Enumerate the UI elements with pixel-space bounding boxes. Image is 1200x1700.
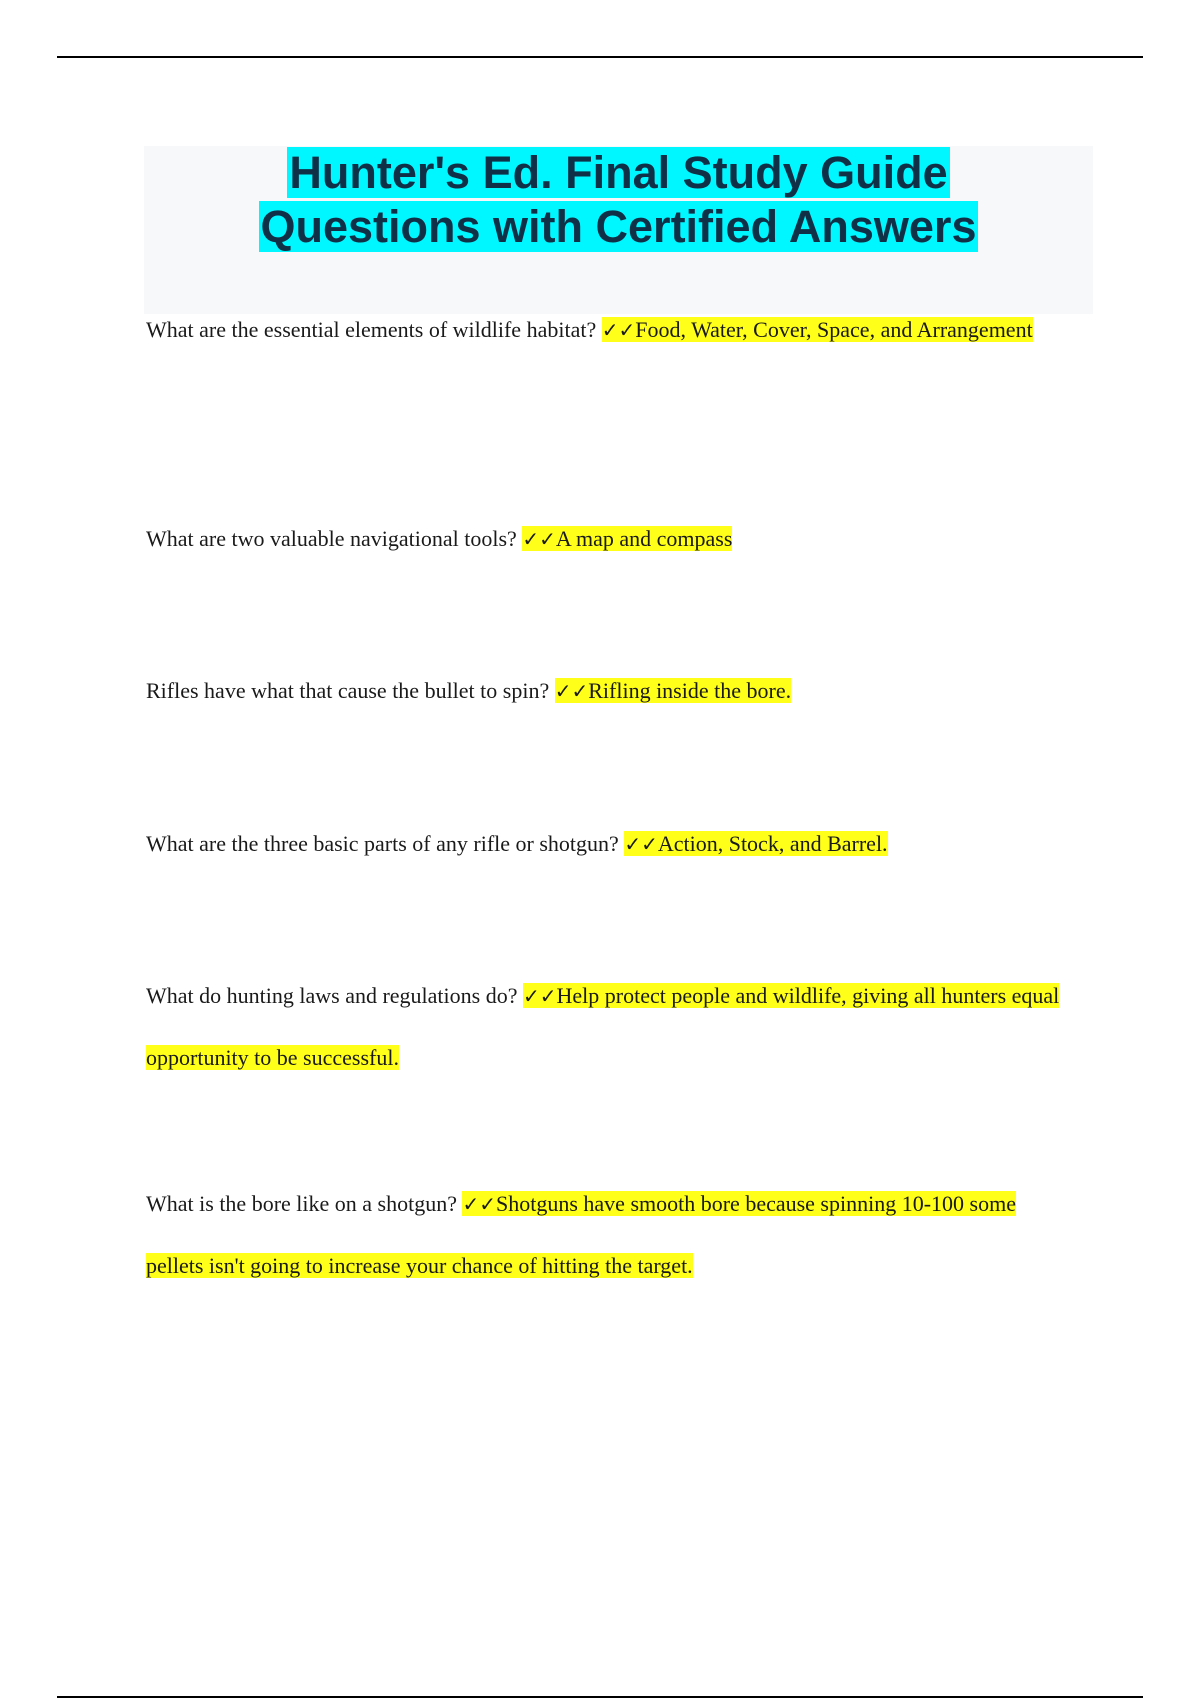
- answer-text-block: [624, 831, 887, 856]
- top-rule: [57, 56, 1143, 58]
- answer-text: Action, Stock, and Barrel.: [657, 831, 888, 856]
- answer-text: A map and compass: [555, 526, 733, 551]
- double-check-icon: ✓✓: [522, 527, 556, 551]
- answer-text: Rifling inside the bore.: [588, 678, 792, 703]
- title-line-2: Questions with Certified Answers: [260, 201, 977, 252]
- question-text: What are two valuable navigational tools?: [146, 526, 517, 551]
- qa-item: [146, 1173, 1076, 1296]
- qa-item: [146, 660, 1076, 722]
- double-check-icon: ✓✓: [601, 318, 636, 342]
- double-check-icon: ✓✓: [554, 679, 589, 703]
- question-text: What are the three basic parts of any rifle or shotgun?: [146, 831, 619, 856]
- double-check-icon: ✓✓: [522, 984, 557, 1008]
- answer-text: Help protect people and wildlife, giving all hunters equal opportunity to be successful.: [146, 983, 1060, 1070]
- answer-text-block: [602, 317, 1033, 342]
- double-check-icon: ✓✓: [624, 832, 658, 856]
- bottom-rule: [57, 1696, 1143, 1698]
- double-check-icon: ✓✓: [462, 1192, 496, 1216]
- question-text: What do hunting laws and regulations do?: [146, 983, 518, 1008]
- qa-item: [146, 508, 1076, 570]
- question-text: What are the essential elements of wildlife habitat?: [146, 317, 597, 342]
- qa-item: [146, 299, 1076, 361]
- answer-text: Shotguns have smooth bore because spinning 10-100 some pellets isn't going to increase your chance of hitting the target.: [146, 1191, 1016, 1278]
- title-panel: [144, 146, 1093, 314]
- answer-text: Food, Water, Cover, Space, and Arrangement: [635, 317, 1033, 342]
- question-text: What is the bore like on a shotgun?: [146, 1191, 457, 1216]
- page-title: [144, 146, 1093, 254]
- question-text: Rifles have what that cause the bullet to spin?: [146, 678, 550, 703]
- answer-text-block: [522, 526, 732, 551]
- qa-item: [146, 813, 1076, 875]
- qa-item: [146, 965, 1076, 1088]
- title-line-1: Hunter's Ed. Final Study Guide: [289, 147, 948, 198]
- answer-text-block: [555, 678, 791, 703]
